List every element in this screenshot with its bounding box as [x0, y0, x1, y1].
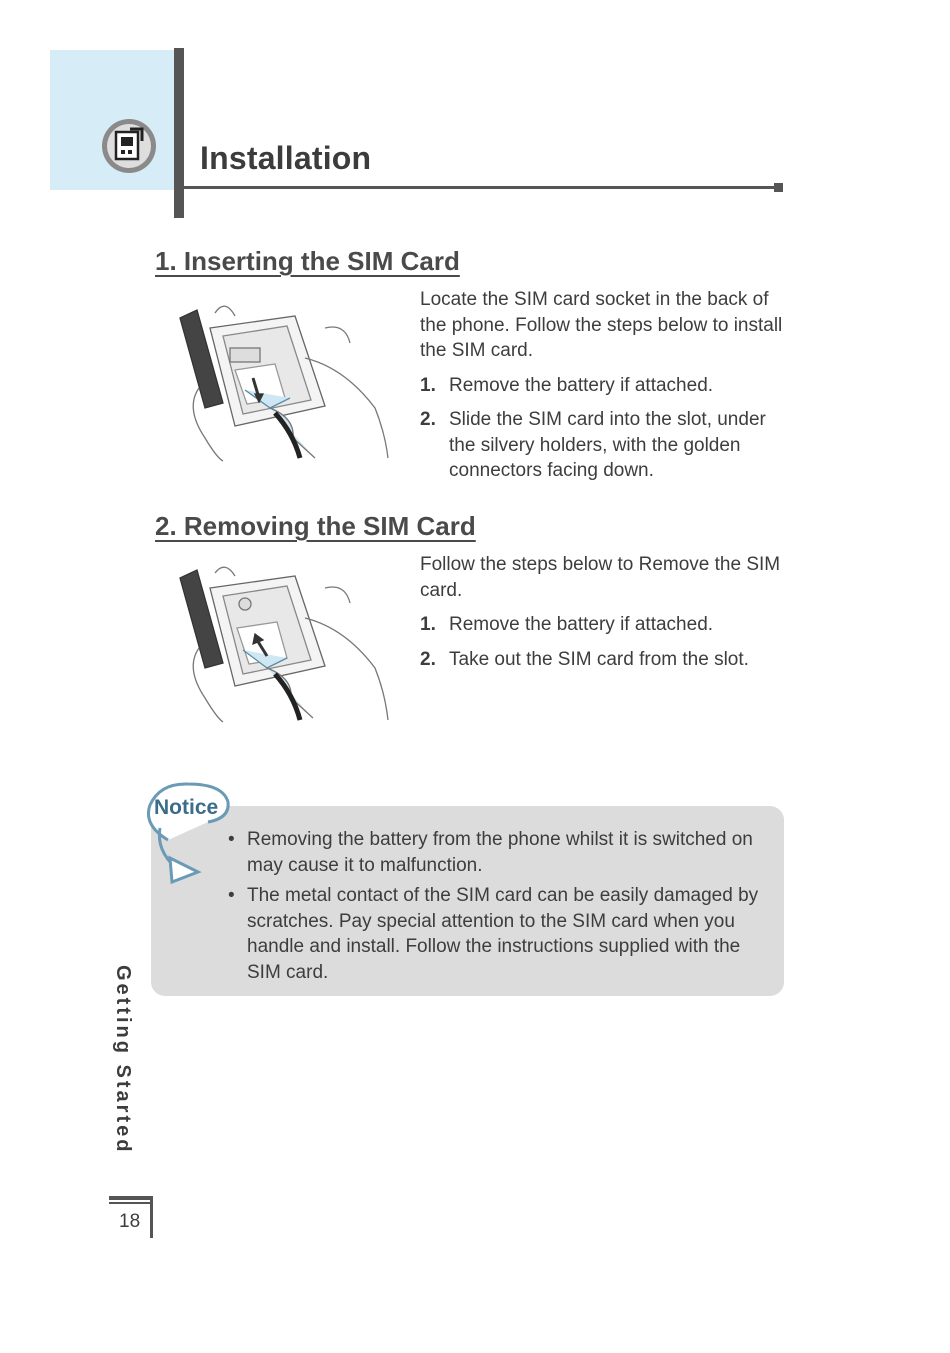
- steps-list: [420, 612, 792, 672]
- bullet-icon: •: [228, 829, 235, 850]
- step-number: 2.: [420, 409, 436, 430]
- notice-list: [228, 827, 768, 990]
- section-body-inserting: [420, 287, 792, 493]
- list-item: [420, 647, 792, 673]
- step-text: Take out the SIM card from the slot.: [449, 648, 749, 670]
- step-number: 1.: [420, 374, 436, 396]
- section-title-removing: 2. Removing the SIM Card: [155, 511, 476, 541]
- section-intro: Locate the SIM card socket in the back of the phone. Follow the steps below to install the SIM card.: [420, 289, 783, 361]
- side-tab-label: Getting Started: [112, 965, 134, 1155]
- header-rule: [184, 186, 776, 189]
- step-number: 2.: [420, 648, 436, 670]
- section-body-removing: [420, 552, 792, 681]
- bullet-icon: •: [228, 885, 235, 906]
- header-vertical-bar: [174, 48, 184, 218]
- phone-settings-icon: [100, 117, 158, 175]
- section-title-inserting: 1. Inserting the SIM Card: [155, 246, 460, 276]
- list-item: [420, 407, 792, 484]
- hands-removing-sim-illustration: [175, 560, 395, 730]
- header-rule-end: [774, 183, 783, 192]
- footer-bar-thin: [109, 1202, 153, 1204]
- list-item: [420, 612, 792, 638]
- page-number: 18: [119, 1211, 141, 1232]
- list-item: [228, 883, 768, 985]
- step-text: Remove the battery if attached.: [449, 374, 714, 396]
- step-text: Slide the SIM card into the slot, under the silvery holders, with the golden connectors facing down.: [449, 409, 766, 481]
- notice-label: Notice: [154, 796, 219, 819]
- step-text: Remove the battery if attached.: [449, 614, 714, 635]
- footer-divider: [150, 1200, 153, 1238]
- page-title: Installation: [200, 140, 372, 176]
- list-item: [228, 827, 768, 878]
- steps-list: [420, 373, 792, 484]
- footer-bar: [109, 1196, 153, 1200]
- notice-text: The metal contact of the SIM card can be easily damaged by scratches. Pay special attention to the SIM card when you handle and install. Follow the instructions supplied with the SIM card.: [247, 885, 759, 983]
- hands-inserting-sim-illustration: [175, 298, 395, 468]
- notice-text: Removing the battery from the phone whilst it is switched on may cause it to malfunction.: [247, 829, 753, 876]
- list-item: [420, 373, 792, 399]
- step-number: 1.: [420, 614, 436, 635]
- section-intro: Follow the steps below to Remove the SIM card.: [420, 554, 781, 601]
